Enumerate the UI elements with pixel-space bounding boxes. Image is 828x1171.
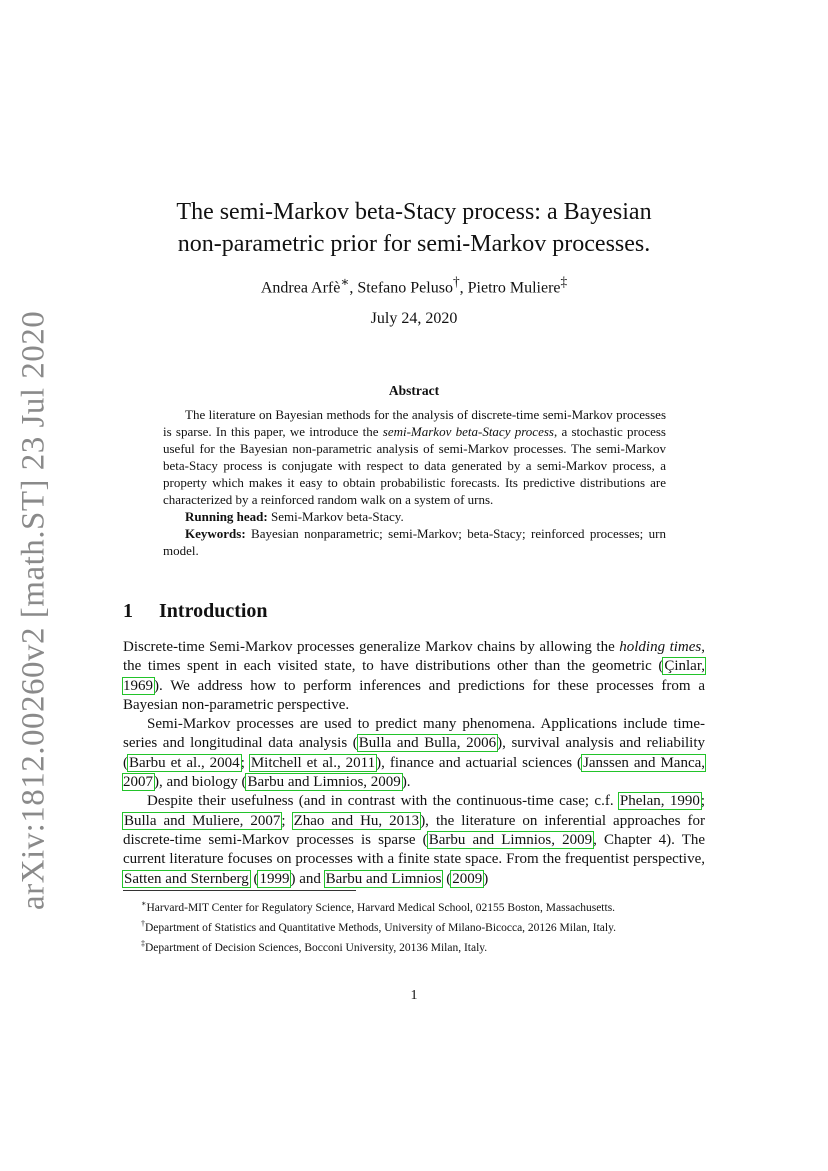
arxiv-identifier-stamp: arXiv:1812.00260v2 [math.ST] 23 Jul 2020: [15, 310, 52, 910]
author-footnote-mark[interactable]: ‡: [560, 274, 568, 289]
citation-link[interactable]: Phelan, 1990: [619, 793, 700, 810]
citation-link[interactable]: Janssen and Manca, 2007: [123, 754, 706, 791]
title-line-1: The semi-Markov beta-Stacy process: a Bayesian: [176, 199, 652, 225]
abstract-paragraph: The literature on Bayesian methods for the analysis of discrete-time semi-Markov processes is sparse. In this paper, we introduce the semi-Markov beta-Stacy process, a stochastic process useful for the Bayesian non-parametric analysis of semi-Markov processes. The semi-Markov beta-Stacy process is conjugate with respect to data generated by a semi-Markov process, a property which makes it easy to obtain probabilistic forecasts. Its predictive distributions are characterized by a reinforced random walk on a system of urns.: [163, 407, 666, 507]
author-name: Stefano Peluso: [357, 279, 453, 297]
citation-link[interactable]: Bulla and Muliere, 2007: [124, 812, 281, 829]
footnote-rule: [123, 890, 356, 891]
footnote: ∗Harvard-MIT Center for Regulatory Science, Harvard Medical School, 02155 Boston, Massachusetts.: [141, 899, 616, 914]
abstract-heading: Abstract: [388, 383, 440, 398]
page-number: 1: [410, 988, 418, 1003]
section-heading: [123, 600, 268, 623]
footnotes: [123, 896, 705, 955]
citation-link[interactable]: Barbu and Limnios, 2009: [428, 831, 593, 848]
citation-link[interactable]: Mitchell et al., 2011: [250, 754, 376, 771]
author-footnote-mark[interactable]: ∗: [340, 274, 350, 289]
citation-link[interactable]: 2009: [452, 870, 483, 887]
citation-link[interactable]: 1999: [259, 870, 290, 887]
citation-link[interactable]: Zhao and Hu, 2013: [293, 812, 420, 829]
citation-link[interactable]: Barbu and Limnios: [325, 870, 442, 887]
body-paragraph: Discrete-time Semi-Markov processes generalize Markov chains by allowing the holding times, the times spent in each visited state, to have distributions other than the geometric (Çinlar, 1969). We address how to perform inferences and predictions for these processes from a Bayesian non-parametric perspective.: [123, 639, 705, 713]
running-head: Running head: Semi-Markov beta-Stacy.: [185, 509, 404, 524]
footnote: †Department of Statistics and Quantitative Methods, University of Milano-Bicocca, 20126 Milan, Italy.: [141, 918, 616, 934]
keywords: Keywords: Bayesian nonparametric; semi-Markov; beta-Stacy; reinforced processes; urn model.: [163, 526, 666, 558]
abstract-emphasis: semi-Markov beta-Stacy process: [382, 424, 554, 439]
citation-link[interactable]: Çinlar, 1969: [123, 658, 705, 694]
body-paragraph: Semi-Markov processes are used to predict many phenomena. Applications include time-series and longitudinal data analysis (Bulla and Bulla, 2006), survival analysis and reliability (Barbu et al., 2004; Mitchell et al., 2011), finance and actuarial sciences (Janssen and Manca, 2007), and biology (Barbu and Limnios, 2009).: [123, 716, 706, 791]
abstract-body: [163, 406, 666, 559]
citation-link[interactable]: Barbu et al., 2004: [129, 754, 240, 771]
footnote: ‡Department of Decision Sciences, Bocconi University, 20136 Milan, Italy.: [141, 938, 488, 954]
author-footnote-mark[interactable]: †: [452, 274, 460, 289]
section-number: 1: [123, 600, 133, 622]
paper-title: [120, 196, 708, 260]
citation-link[interactable]: Satten and Sternberg: [124, 870, 249, 887]
citation-link[interactable]: Bulla and Bulla, 2006: [358, 735, 497, 752]
publication-date: July 24, 2020: [370, 310, 458, 327]
author-name: Pietro Muliere: [467, 279, 561, 297]
author-name: Andrea Arfè: [260, 279, 341, 297]
section-title: Introduction: [159, 600, 268, 622]
body-paragraph: Despite their usefulness (and in contrast with the continuous-time case; c.f. Phelan, 1990; Bulla and Muliere, 2007; Zhao and Hu, 2013), the literature on inferential approaches for discrete-time semi-Markov processes is sparse (Barbu and Limnios, 2009, Chapter 4). The current literature focuses on processes with a finite state space. From the frequentist perspective, Satten and Sternberg (1999) and Barbu and Limnios (2009): [123, 793, 706, 887]
citation-link[interactable]: Barbu and Limnios, 2009: [247, 774, 401, 791]
title-line-2: non-parametric prior for semi-Markov processes.: [177, 231, 651, 257]
body-text: [123, 638, 705, 889]
author-list: Andrea Arfè∗, Stefano Peluso†, Pietro Muliere‡: [260, 274, 568, 297]
